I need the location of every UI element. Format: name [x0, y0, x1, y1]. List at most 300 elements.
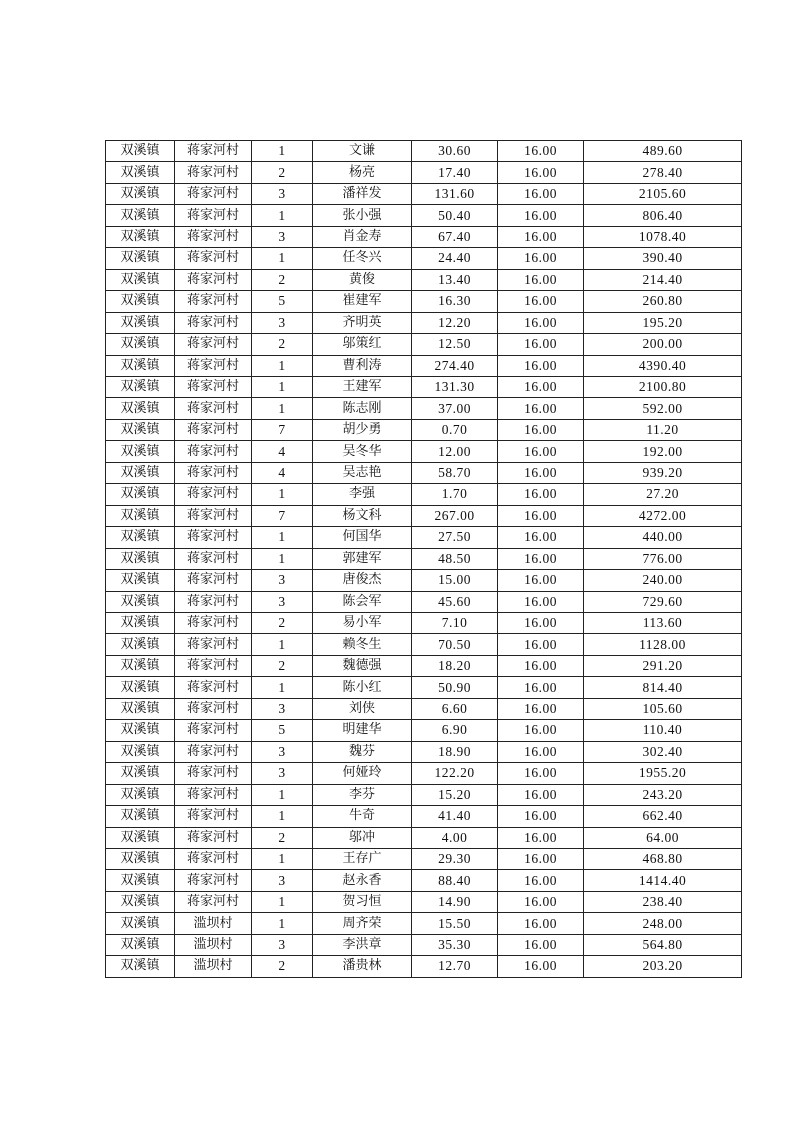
village-cell: 蒋家河村 — [175, 763, 252, 784]
rate-cell: 16.00 — [498, 913, 584, 934]
household-size-cell: 3 — [252, 312, 313, 333]
town-cell: 双溪镇 — [106, 205, 175, 226]
name-cell: 胡少勇 — [313, 419, 412, 440]
table-row — [106, 312, 742, 333]
table-row — [106, 248, 742, 269]
household-size-cell: 1 — [252, 248, 313, 269]
town-cell: 双溪镇 — [106, 677, 175, 698]
village-cell: 蒋家河村 — [175, 612, 252, 633]
household-size-cell: 1 — [252, 398, 313, 419]
village-cell: 蒋家河村 — [175, 527, 252, 548]
table-row — [106, 205, 742, 226]
village-cell: 蒋家河村 — [175, 806, 252, 827]
household-size-cell: 3 — [252, 570, 313, 591]
amount-cell: 564.80 — [584, 934, 742, 955]
table-row — [106, 934, 742, 955]
name-cell: 王存广 — [313, 848, 412, 869]
village-cell: 蒋家河村 — [175, 827, 252, 848]
village-cell: 蒋家河村 — [175, 441, 252, 462]
amount-cell: 1078.40 — [584, 226, 742, 247]
rate-cell: 16.00 — [498, 956, 584, 977]
town-cell: 双溪镇 — [106, 763, 175, 784]
rate-cell: 16.00 — [498, 505, 584, 526]
rate-cell: 16.00 — [498, 226, 584, 247]
amount-cell: 110.40 — [584, 720, 742, 741]
area-cell: 12.20 — [412, 312, 498, 333]
household-size-cell: 7 — [252, 505, 313, 526]
household-size-cell: 2 — [252, 655, 313, 676]
area-cell: 50.90 — [412, 677, 498, 698]
rate-cell: 16.00 — [498, 934, 584, 955]
area-cell: 16.30 — [412, 291, 498, 312]
name-cell: 李洪章 — [313, 934, 412, 955]
village-cell: 蒋家河村 — [175, 162, 252, 183]
town-cell: 双溪镇 — [106, 226, 175, 247]
household-size-cell: 2 — [252, 956, 313, 977]
area-cell: 30.60 — [412, 141, 498, 162]
rate-cell: 16.00 — [498, 548, 584, 569]
name-cell: 杨文科 — [313, 505, 412, 526]
amount-cell: 214.40 — [584, 269, 742, 290]
rate-cell: 16.00 — [498, 784, 584, 805]
name-cell: 吴志艳 — [313, 462, 412, 483]
table-body — [106, 141, 742, 978]
household-size-cell: 1 — [252, 806, 313, 827]
name-cell: 黄俊 — [313, 269, 412, 290]
table-row — [106, 183, 742, 204]
area-cell: 131.30 — [412, 376, 498, 397]
name-cell: 崔建军 — [313, 291, 412, 312]
table-row — [106, 419, 742, 440]
rate-cell: 16.00 — [498, 570, 584, 591]
town-cell: 双溪镇 — [106, 291, 175, 312]
rate-cell: 16.00 — [498, 484, 584, 505]
amount-cell: 592.00 — [584, 398, 742, 419]
name-cell: 唐俊杰 — [313, 570, 412, 591]
household-size-cell: 1 — [252, 891, 313, 912]
area-cell: 14.90 — [412, 891, 498, 912]
town-cell: 双溪镇 — [106, 784, 175, 805]
town-cell: 双溪镇 — [106, 527, 175, 548]
name-cell: 曹利涛 — [313, 355, 412, 376]
name-cell: 邬冲 — [313, 827, 412, 848]
area-cell: 7.10 — [412, 612, 498, 633]
area-cell: 29.30 — [412, 848, 498, 869]
town-cell: 双溪镇 — [106, 570, 175, 591]
name-cell: 任冬兴 — [313, 248, 412, 269]
table-row — [106, 291, 742, 312]
town-cell: 双溪镇 — [106, 913, 175, 934]
amount-cell: 440.00 — [584, 527, 742, 548]
household-size-cell: 1 — [252, 848, 313, 869]
town-cell: 双溪镇 — [106, 355, 175, 376]
name-cell: 陈小红 — [313, 677, 412, 698]
household-size-cell: 3 — [252, 934, 313, 955]
table-row — [106, 806, 742, 827]
town-cell: 双溪镇 — [106, 655, 175, 676]
household-size-cell: 1 — [252, 634, 313, 655]
amount-cell: 195.20 — [584, 312, 742, 333]
household-size-cell: 3 — [252, 591, 313, 612]
area-cell: 18.90 — [412, 741, 498, 762]
village-cell: 蒋家河村 — [175, 226, 252, 247]
amount-cell: 1128.00 — [584, 634, 742, 655]
rate-cell: 16.00 — [498, 698, 584, 719]
village-cell: 蒋家河村 — [175, 355, 252, 376]
rate-cell: 16.00 — [498, 334, 584, 355]
rate-cell: 16.00 — [498, 312, 584, 333]
table-row — [106, 269, 742, 290]
town-cell: 双溪镇 — [106, 505, 175, 526]
table-row — [106, 891, 742, 912]
table-row — [106, 398, 742, 419]
village-cell: 蒋家河村 — [175, 376, 252, 397]
table-row — [106, 634, 742, 655]
village-cell: 蒋家河村 — [175, 634, 252, 655]
area-cell: 1.70 — [412, 484, 498, 505]
area-cell: 41.40 — [412, 806, 498, 827]
village-cell: 蒋家河村 — [175, 870, 252, 891]
rate-cell: 16.00 — [498, 269, 584, 290]
name-cell: 贺习恒 — [313, 891, 412, 912]
area-cell: 17.40 — [412, 162, 498, 183]
name-cell: 陈会军 — [313, 591, 412, 612]
village-cell: 蒋家河村 — [175, 334, 252, 355]
amount-cell: 105.60 — [584, 698, 742, 719]
village-cell: 蒋家河村 — [175, 784, 252, 805]
table-row — [106, 784, 742, 805]
area-cell: 15.00 — [412, 570, 498, 591]
household-size-cell: 1 — [252, 527, 313, 548]
table-row — [106, 677, 742, 698]
village-cell: 蒋家河村 — [175, 741, 252, 762]
rate-cell: 16.00 — [498, 591, 584, 612]
rate-cell: 16.00 — [498, 355, 584, 376]
household-size-cell: 2 — [252, 827, 313, 848]
rate-cell: 16.00 — [498, 441, 584, 462]
area-cell: 131.60 — [412, 183, 498, 204]
table-row — [106, 462, 742, 483]
village-cell: 蒋家河村 — [175, 398, 252, 419]
name-cell: 李强 — [313, 484, 412, 505]
rate-cell: 16.00 — [498, 870, 584, 891]
town-cell: 双溪镇 — [106, 934, 175, 955]
table-row — [106, 913, 742, 934]
table-row — [106, 870, 742, 891]
town-cell: 双溪镇 — [106, 634, 175, 655]
area-cell: 18.20 — [412, 655, 498, 676]
area-cell: 274.40 — [412, 355, 498, 376]
household-size-cell: 2 — [252, 269, 313, 290]
rate-cell: 16.00 — [498, 806, 584, 827]
household-size-cell: 1 — [252, 548, 313, 569]
town-cell: 双溪镇 — [106, 591, 175, 612]
town-cell: 双溪镇 — [106, 312, 175, 333]
town-cell: 双溪镇 — [106, 741, 175, 762]
village-cell: 蒋家河村 — [175, 570, 252, 591]
name-cell: 易小军 — [313, 612, 412, 633]
village-cell: 滥坝村 — [175, 956, 252, 977]
town-cell: 双溪镇 — [106, 956, 175, 977]
village-cell: 蒋家河村 — [175, 269, 252, 290]
name-cell: 牛奇 — [313, 806, 412, 827]
amount-cell: 113.60 — [584, 612, 742, 633]
household-size-cell: 1 — [252, 784, 313, 805]
amount-cell: 27.20 — [584, 484, 742, 505]
rate-cell: 16.00 — [498, 398, 584, 419]
amount-cell: 814.40 — [584, 677, 742, 698]
table-row — [106, 226, 742, 247]
amount-cell: 390.40 — [584, 248, 742, 269]
table-row — [106, 355, 742, 376]
area-cell: 88.40 — [412, 870, 498, 891]
table-row — [106, 763, 742, 784]
name-cell: 王建军 — [313, 376, 412, 397]
village-cell: 滥坝村 — [175, 913, 252, 934]
name-cell: 邬策红 — [313, 334, 412, 355]
household-size-cell: 7 — [252, 419, 313, 440]
village-cell: 蒋家河村 — [175, 548, 252, 569]
name-cell: 吴冬华 — [313, 441, 412, 462]
name-cell: 明建华 — [313, 720, 412, 741]
amount-cell: 776.00 — [584, 548, 742, 569]
area-cell: 15.20 — [412, 784, 498, 805]
name-cell: 齐明英 — [313, 312, 412, 333]
area-cell: 37.00 — [412, 398, 498, 419]
area-cell: 67.40 — [412, 226, 498, 247]
name-cell: 张小强 — [313, 205, 412, 226]
village-cell: 滥坝村 — [175, 934, 252, 955]
rate-cell: 16.00 — [498, 677, 584, 698]
household-size-cell: 4 — [252, 441, 313, 462]
village-cell: 蒋家河村 — [175, 312, 252, 333]
table-row — [106, 741, 742, 762]
data-table — [105, 140, 742, 978]
village-cell: 蒋家河村 — [175, 848, 252, 869]
household-size-cell: 1 — [252, 484, 313, 505]
household-size-cell: 1 — [252, 355, 313, 376]
household-size-cell: 1 — [252, 141, 313, 162]
amount-cell: 238.40 — [584, 891, 742, 912]
amount-cell: 939.20 — [584, 462, 742, 483]
area-cell: 12.50 — [412, 334, 498, 355]
household-size-cell: 2 — [252, 162, 313, 183]
village-cell: 蒋家河村 — [175, 891, 252, 912]
name-cell: 赵永香 — [313, 870, 412, 891]
table-row — [106, 376, 742, 397]
village-cell: 蒋家河村 — [175, 248, 252, 269]
amount-cell: 11.20 — [584, 419, 742, 440]
area-cell: 4.00 — [412, 827, 498, 848]
town-cell: 双溪镇 — [106, 848, 175, 869]
table-row — [106, 334, 742, 355]
area-cell: 27.50 — [412, 527, 498, 548]
area-cell: 267.00 — [412, 505, 498, 526]
table-row — [106, 548, 742, 569]
area-cell: 24.40 — [412, 248, 498, 269]
amount-cell: 1955.20 — [584, 763, 742, 784]
name-cell: 潘祥发 — [313, 183, 412, 204]
amount-cell: 260.80 — [584, 291, 742, 312]
rate-cell: 16.00 — [498, 891, 584, 912]
rate-cell: 16.00 — [498, 183, 584, 204]
area-cell: 48.50 — [412, 548, 498, 569]
table-row — [106, 441, 742, 462]
name-cell: 郭建军 — [313, 548, 412, 569]
household-size-cell: 1 — [252, 205, 313, 226]
table-row — [106, 612, 742, 633]
name-cell: 魏芬 — [313, 741, 412, 762]
table-row — [106, 570, 742, 591]
rate-cell: 16.00 — [498, 141, 584, 162]
area-cell: 12.00 — [412, 441, 498, 462]
village-cell: 蒋家河村 — [175, 484, 252, 505]
table-row — [106, 141, 742, 162]
area-cell: 122.20 — [412, 763, 498, 784]
town-cell: 双溪镇 — [106, 441, 175, 462]
table-row — [106, 956, 742, 977]
village-cell: 蒋家河村 — [175, 505, 252, 526]
amount-cell: 278.40 — [584, 162, 742, 183]
town-cell: 双溪镇 — [106, 698, 175, 719]
name-cell: 文谦 — [313, 141, 412, 162]
rate-cell: 16.00 — [498, 763, 584, 784]
village-cell: 蒋家河村 — [175, 698, 252, 719]
household-size-cell: 5 — [252, 291, 313, 312]
name-cell: 潘贵林 — [313, 956, 412, 977]
amount-cell: 203.20 — [584, 956, 742, 977]
area-cell: 50.40 — [412, 205, 498, 226]
area-cell: 13.40 — [412, 269, 498, 290]
name-cell: 何国华 — [313, 527, 412, 548]
name-cell: 魏德强 — [313, 655, 412, 676]
rate-cell: 16.00 — [498, 527, 584, 548]
name-cell: 李芬 — [313, 784, 412, 805]
town-cell: 双溪镇 — [106, 612, 175, 633]
rate-cell: 16.00 — [498, 462, 584, 483]
town-cell: 双溪镇 — [106, 484, 175, 505]
household-size-cell: 1 — [252, 376, 313, 397]
town-cell: 双溪镇 — [106, 248, 175, 269]
area-cell: 45.60 — [412, 591, 498, 612]
table-row — [106, 848, 742, 869]
village-cell: 蒋家河村 — [175, 141, 252, 162]
amount-cell: 64.00 — [584, 827, 742, 848]
town-cell: 双溪镇 — [106, 720, 175, 741]
household-size-cell: 3 — [252, 741, 313, 762]
amount-cell: 302.40 — [584, 741, 742, 762]
amount-cell: 243.20 — [584, 784, 742, 805]
table-row — [106, 484, 742, 505]
rate-cell: 16.00 — [498, 827, 584, 848]
rate-cell: 16.00 — [498, 741, 584, 762]
area-cell: 12.70 — [412, 956, 498, 977]
town-cell: 双溪镇 — [106, 183, 175, 204]
household-size-cell: 3 — [252, 870, 313, 891]
town-cell: 双溪镇 — [106, 141, 175, 162]
rate-cell: 16.00 — [498, 655, 584, 676]
rate-cell: 16.00 — [498, 848, 584, 869]
amount-cell: 4390.40 — [584, 355, 742, 376]
village-cell: 蒋家河村 — [175, 591, 252, 612]
town-cell: 双溪镇 — [106, 398, 175, 419]
amount-cell: 489.60 — [584, 141, 742, 162]
town-cell: 双溪镇 — [106, 419, 175, 440]
table-row — [106, 591, 742, 612]
amount-cell: 2105.60 — [584, 183, 742, 204]
town-cell: 双溪镇 — [106, 827, 175, 848]
amount-cell: 248.00 — [584, 913, 742, 934]
town-cell: 双溪镇 — [106, 269, 175, 290]
name-cell: 刘侠 — [313, 698, 412, 719]
table-row — [106, 698, 742, 719]
town-cell: 双溪镇 — [106, 376, 175, 397]
table-row — [106, 162, 742, 183]
town-cell: 双溪镇 — [106, 891, 175, 912]
rate-cell: 16.00 — [498, 612, 584, 633]
name-cell: 陈志刚 — [313, 398, 412, 419]
household-size-cell: 2 — [252, 612, 313, 633]
town-cell: 双溪镇 — [106, 870, 175, 891]
name-cell: 赖冬生 — [313, 634, 412, 655]
amount-cell: 1414.40 — [584, 870, 742, 891]
amount-cell: 240.00 — [584, 570, 742, 591]
area-cell: 6.60 — [412, 698, 498, 719]
amount-cell: 2100.80 — [584, 376, 742, 397]
table-row — [106, 720, 742, 741]
amount-cell: 468.80 — [584, 848, 742, 869]
household-size-cell: 2 — [252, 334, 313, 355]
name-cell: 周齐荣 — [313, 913, 412, 934]
area-cell: 0.70 — [412, 419, 498, 440]
rate-cell: 16.00 — [498, 291, 584, 312]
town-cell: 双溪镇 — [106, 334, 175, 355]
area-cell: 70.50 — [412, 634, 498, 655]
name-cell: 肖金寿 — [313, 226, 412, 247]
area-cell: 15.50 — [412, 913, 498, 934]
household-size-cell: 1 — [252, 677, 313, 698]
rate-cell: 16.00 — [498, 376, 584, 397]
name-cell: 何娅玲 — [313, 763, 412, 784]
table-row — [106, 527, 742, 548]
town-cell: 双溪镇 — [106, 806, 175, 827]
town-cell: 双溪镇 — [106, 462, 175, 483]
table-row — [106, 827, 742, 848]
amount-cell: 291.20 — [584, 655, 742, 676]
village-cell: 蒋家河村 — [175, 291, 252, 312]
rate-cell: 16.00 — [498, 634, 584, 655]
area-cell: 35.30 — [412, 934, 498, 955]
rate-cell: 16.00 — [498, 162, 584, 183]
town-cell: 双溪镇 — [106, 162, 175, 183]
amount-cell: 806.40 — [584, 205, 742, 226]
village-cell: 蒋家河村 — [175, 183, 252, 204]
area-cell: 58.70 — [412, 462, 498, 483]
village-cell: 蒋家河村 — [175, 655, 252, 676]
rate-cell: 16.00 — [498, 419, 584, 440]
household-size-cell: 3 — [252, 183, 313, 204]
town-cell: 双溪镇 — [106, 548, 175, 569]
village-cell: 蒋家河村 — [175, 205, 252, 226]
amount-cell: 729.60 — [584, 591, 742, 612]
amount-cell: 192.00 — [584, 441, 742, 462]
village-cell: 蒋家河村 — [175, 419, 252, 440]
household-size-cell: 1 — [252, 913, 313, 934]
rate-cell: 16.00 — [498, 720, 584, 741]
household-size-cell: 4 — [252, 462, 313, 483]
village-cell: 蒋家河村 — [175, 462, 252, 483]
household-size-cell: 5 — [252, 720, 313, 741]
